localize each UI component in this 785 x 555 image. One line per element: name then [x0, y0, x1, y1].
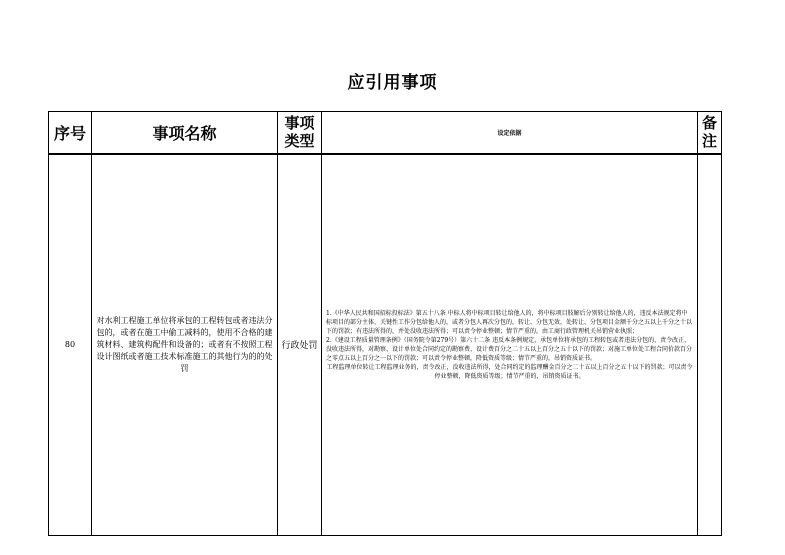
header-note-line2: 注 [701, 132, 717, 151]
header-note-line1: 备 [701, 114, 717, 133]
row-type: 行政处罚 [278, 154, 322, 536]
basis-paragraph-1: 1.《中华人民共和国招标投标法》第五十八条 中标人将中标项目转让给他人的，将中标项目肢解后分别转让给他人的，违反本法规定将中标项目的部分主体、关键性工作分包给他人的，或者分包人再次分包的，转让、分包无效，处转让、分包项目金额千分之五以上千分之十以下的罚款；有违法所得的，并处没收违法所得；可以责令停业整顿；情节严重的，由工商行政管理机关吊销营业执照； [326, 309, 693, 335]
table-row [49, 154, 722, 536]
header-seq: 序号 [49, 112, 92, 154]
header-type-line2: 类型 [284, 132, 315, 151]
row-basis [322, 154, 698, 536]
header-note [698, 112, 722, 154]
page-title: 应引用事项 [347, 73, 438, 93]
row-seq: 80 [49, 154, 92, 536]
row-note [698, 154, 722, 536]
header-basis: 设定依据 [322, 112, 698, 154]
header-name: 事项名称 [92, 112, 278, 154]
table-header-row [49, 112, 722, 154]
basis-paragraph-2: 2.《建设工程质量管理条例》（国务院令第279号）第六十二条 违反本条例规定，承包单位将承包的工程转包或者违法分包的，责令改正，没收违法所得，对勘察、设计单位处合同约定的勘察费、设计费百分之二十五以上百分之五十以下的罚款；对施工单位处工程合同价款百分之零点五以上百分之一以下的罚款；可以责令停业整顿，降低资质等级；情节严重的，吊销资质证书。 [326, 336, 693, 362]
basis-paragraph-3: 工程监理单位转让工程监理业务的，责令改正，没收违法所得，处合同约定的监理酬金百分之二十五以上百分之五十以下的罚款；可以责令停业整顿，降低资质等级；情节严重的，吊销资质证书。 [326, 363, 693, 380]
row-name: 对水利工程施工单位将承包的工程转包或者违法分包的，或者在施工中偷工减料的，使用不合格的建筑材料、建筑构配件和设备的；或者有不按照工程设计图纸或者施工技术标准施工的其他行为的的处罚 [92, 154, 278, 536]
items-table [48, 111, 722, 536]
header-type [278, 112, 322, 154]
header-type-line1: 事项 [284, 114, 315, 133]
